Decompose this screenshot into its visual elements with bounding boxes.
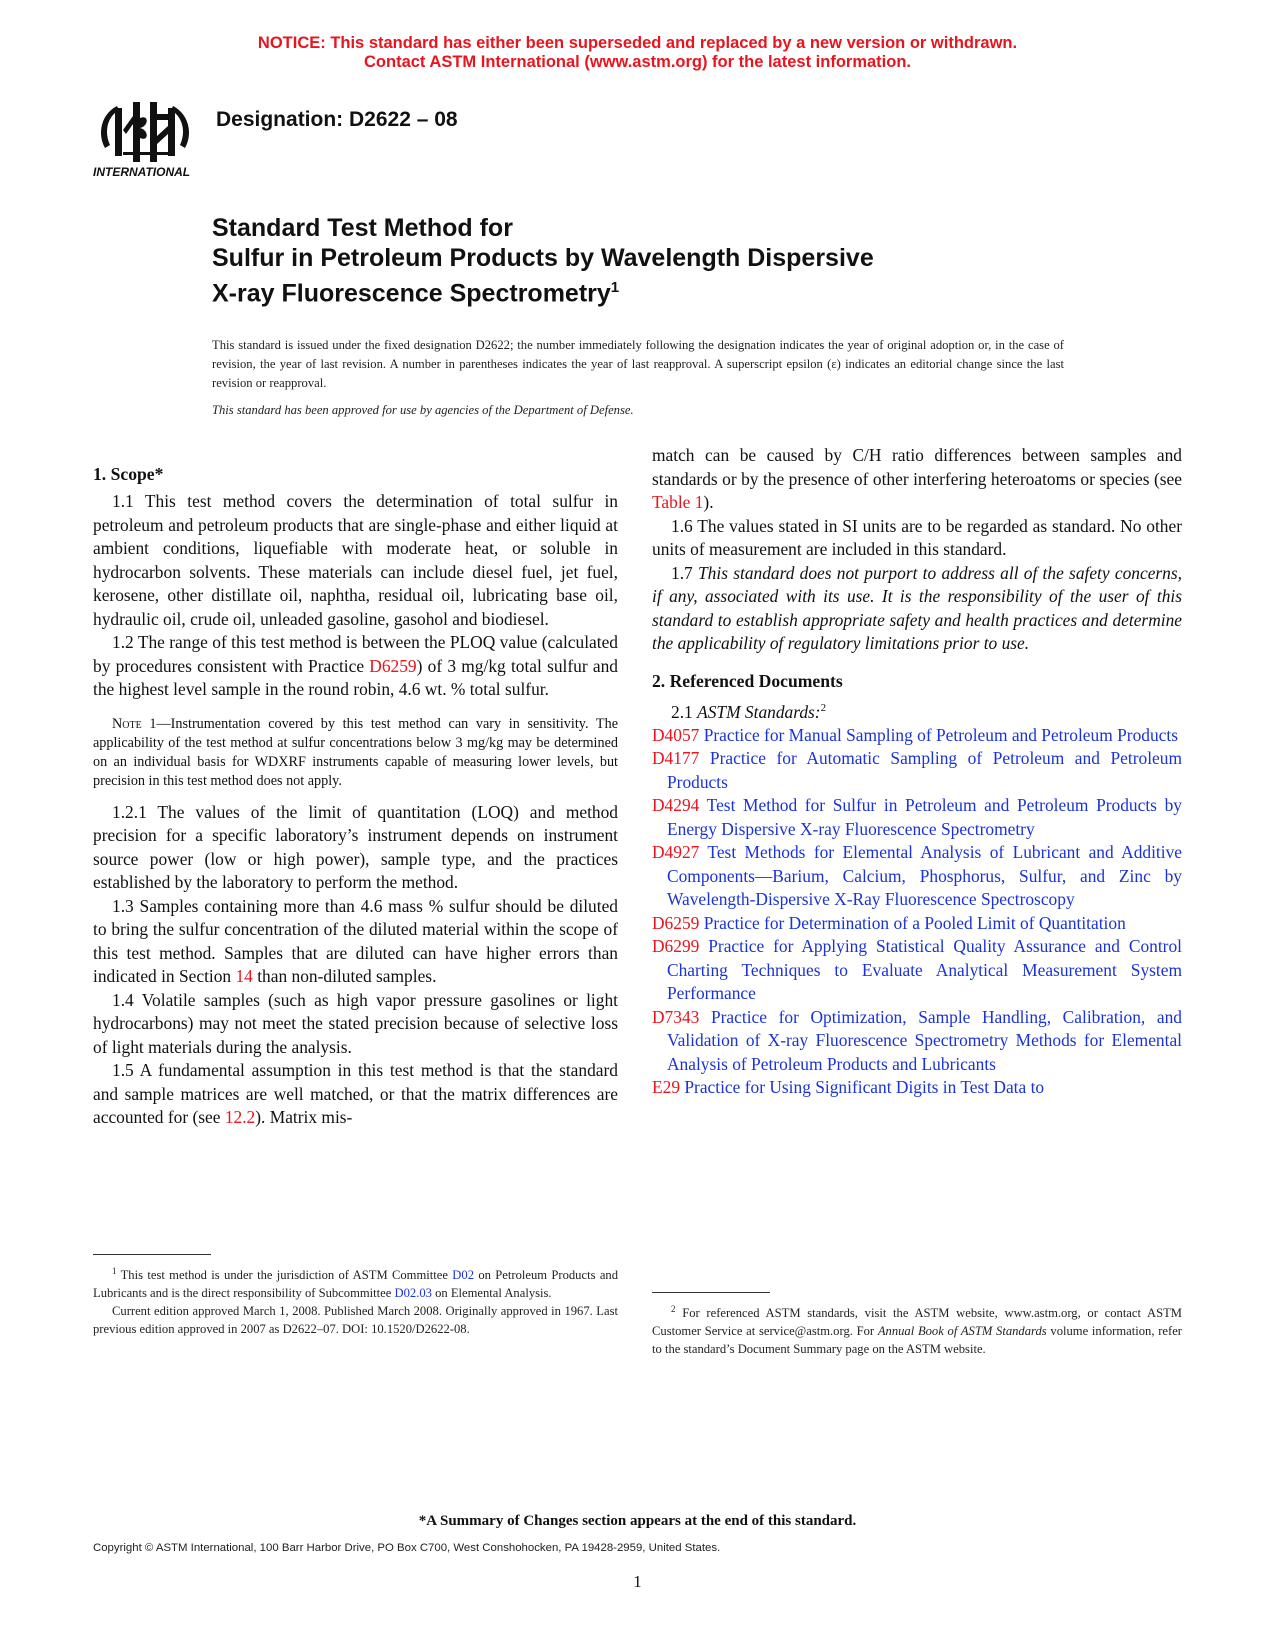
para-1-1: 1.1 This test method covers the determination of total sulfur in petroleum and petroleum products that are single-phase and either liquid at ambient conditions, liquefiable with moderate heat, or soluble in hydrocarbon solvents. These materials can include diesel fuel, jet fuel, kerosene, other distillate oil, naphtha, residual oil, lubricating base oil, hydraulic oil, crude oil, unleaded gasoline, gasohol and biodiesel. [93,491,618,629]
reference-title-link[interactable]: Practice for Applying Statistical Quality Assurance and Control Charting Techniques to Evaluate Analytical Measurement System Performance [667,936,1182,1004]
para-1-2-text-b: ) of 3 mg/kg total sulfur and the highest level sample in the round robin, 4.6 wt. % total sulfur. [93,655,618,699]
reference-code-link[interactable]: D4294 [652,795,700,816]
reference-item [652,935,1182,1006]
para-1-2 [93,631,618,702]
summary-of-changes-note: *A Summary of Changes section appears at the end of this standard. [418,1513,857,1529]
para-1-3 [93,895,618,989]
link-table-1[interactable]: Table 1 [652,492,704,512]
astm-standards-num: 2.1 [671,701,698,722]
para-1-7-text: This standard does not purport to address all of the safety concerns, if any, associated with its use. It is the responsibility of the user of this standard to establish appropriate safety and health practices and determine the applicability of regulatory limitations prior to use. [652,562,1182,653]
reference-title-link[interactable]: Test Method for Sulfur in Petroleum and Petroleum Products by Energy Dispersive X-ray Fluorescence Spectrometry [667,795,1182,839]
footnote-2-mark: 2 [671,1304,676,1314]
para-1-4: 1.4 Volatile samples (such as high vapor pressure gasolines or light hydrocarbons) may not meet the stated precision because of selective loss of light materials during the analysis. [93,989,618,1057]
footnote-1-text [93,1262,618,1302]
footnote-2 [652,1300,1182,1358]
title-line-2: Sulfur in Petroleum Products by Wavelength Dispersive [212,244,874,272]
para-1-7 [652,562,1182,656]
para-1-7-num: 1.7 [671,562,698,583]
withdrawal-notice [0,34,1275,72]
title-line-3-text: X-ray Fluorescence Spectrometry [212,279,611,308]
reference-title-link[interactable]: Test Methods for Elemental Analysis of Lubricant and Additive Components—Barium, Calcium, Phosphorus, Sulfur, and Zinc by Wavelength-Dispersive X-Ray Fluorescence Spectroscopy [667,842,1182,910]
para-1-2-text-a: 1.2 The range of this test method is between the PLOQ value (calculated by procedures consistent with Practice [93,632,618,676]
title-line-3 [212,273,1112,308]
astm-logo-icon [93,96,197,182]
left-column [93,463,618,1130]
para-1-2-1: 1.2.1 The values of the limit of quantitation (LOQ) and method precision for a specific laboratory’s instrument depends on instrument source power (low or high power), sample type, and the practices established by the laboratory to perform the method. [93,801,618,892]
title-line-1: Standard Test Method for [212,214,513,242]
reference-item [652,1076,1182,1100]
reference-title-link[interactable]: Practice for Using Significant Digits in Test Data to [680,1077,1045,1098]
link-d02-03[interactable]: D02.03 [394,1286,432,1301]
footnote-1-b: on Petroleum Products and Lubricants and is the direct responsibility of Subcommittee [93,1268,618,1301]
footnote-2-a: For referenced ASTM standards, visit the ASTM website, www.astm.org, or contact ASTM Customer Service at service@astm.org. For [652,1306,1182,1339]
para-1-3-text-a: 1.3 Samples containing more than 4.6 mass % sulfur should be diluted to bring the sulfur concentration of the diluted material within the scope of this test method. Samples that are diluted can have higher errors than indicated in Section [93,895,618,986]
right-column [652,444,1182,1100]
designation: Designation: D2622 – 08 [216,108,458,131]
notice-line-1: NOTICE: This standard has either been superseded and replaced by a new version or withdrawn. [257,34,1018,52]
reference-item [652,724,1182,748]
para-1-5-cont [652,444,1182,515]
note-text: 1—Instrumentation covered by this test method can vary in sensitivity. The applicability of the test method at sulfur concentrations below 3 mg/kg may be determined on an individual basis for WDXRF instruments capable of measuring lower levels, but precision in this test method does not apply. [93,715,618,789]
reference-title-link[interactable]: Practice for Manual Sampling of Petroleum and Petroleum Products [699,724,1178,745]
footnote-2-italic: Annual Book of ASTM Standards [877,1324,1047,1339]
para-1-5 [93,1059,618,1130]
astm-standards-footnote-mark: 2 [820,701,827,714]
reference-item [652,1006,1182,1077]
notice-line-2: Contact ASTM International (www.astm.org) for the latest information. [364,53,911,71]
reference-title-link[interactable]: Practice for Automatic Sampling of Petroleum and Petroleum Products [667,748,1182,792]
footnote-2-text [652,1300,1182,1358]
reference-list [652,724,1182,1100]
reference-code-link[interactable]: D6259 [652,912,700,933]
para-1-5-text-d: ). [703,492,714,512]
approved-statement: This standard has been approved for use by agencies of the Department of Defense. [212,403,634,417]
astm-standards-text: ASTM Standards: [697,701,821,722]
link-d6259[interactable]: D6259 [369,655,417,676]
note-1 [93,715,618,791]
reference-item [652,747,1182,794]
document-title [212,213,1112,308]
para-1-5-text-b: ). Matrix mis- [255,1107,353,1127]
reference-code-link[interactable]: D7343 [652,1006,700,1027]
reference-item [652,841,1182,912]
note-label: Note [112,715,142,732]
reference-title-link[interactable]: Practice for Optimization, Sample Handling, Calibration, and Validation of X-ray Fluorescence Spectrometry Methods for Elemental Analysis of Petroleum Products and Lubricants [667,1006,1182,1074]
link-d02[interactable]: D02 [452,1268,474,1283]
issued-statement: This standard is issued under the fixed designation D2622; the number immediately following the designation indicates the year of original adoption or, in the case of revision, the year of last revision. A number in parentheses indicates the year of last reapproval. A superscript epsilon (ε) indicates an editorial change since the last revision or reapproval. [212,338,1064,390]
astm-standards-label [652,697,1182,724]
para-1-5-text-a: 1.5 A fundamental assumption in this test method is that the standard and sample matrices are well matched, or that the matrix differences are accounted for (see [93,1060,618,1127]
references-heading: 2. Referenced Documents [652,670,843,691]
reference-item [652,912,1182,936]
reference-code-link[interactable]: D4057 [652,724,700,745]
link-12-2[interactable]: 12.2 [224,1107,256,1127]
reference-code-link[interactable]: E29 [652,1077,681,1098]
logo-sub-label: INTERNATIONAL [93,165,191,179]
reference-code-link[interactable]: D4177 [652,748,700,769]
para-1-3-text-b: than non-diluted samples. [252,966,437,986]
reference-item [652,794,1182,841]
para-1-6: 1.6 The values stated in SI units are to be regarded as standard. No other units of measurement are included in this standard. [652,515,1182,559]
para-1-5-text-c: match can be caused by C/H ratio differences between samples and standards or by the presence of other interfering heteroatoms or species (see [652,445,1182,489]
footnote-2-b: volume information, refer to the standard’s Document Summary page on the ASTM website. [652,1324,1182,1357]
footnote-1-edition: Current edition approved March 1, 2008. Published March 2008. Originally approved in 1967. Last previous edition approved in 2007 as D2622–07. DOI: 10.1520/D2622-08. [93,1304,618,1337]
title-footnote-mark: 1 [610,279,620,296]
reference-title-link[interactable]: Practice for Determination of a Pooled Limit of Quantitation [699,912,1126,933]
footnote-rule-left [93,1254,211,1255]
footnote-1-mark: 1 [112,1266,117,1276]
copyright: Copyright © ASTM International, 100 Barr Harbor Drive, PO Box C700, West Conshohocken, PA 19428-2959, United States. [93,1542,721,1554]
footnote-1-a: This test method is under the jurisdiction of ASTM Committee [116,1268,453,1283]
footnote-1-c: on Elemental Analysis. [431,1286,552,1301]
reference-code-link[interactable]: D6299 [652,936,700,957]
footnote-rule-right [652,1292,770,1293]
reference-code-link[interactable]: D4927 [652,842,700,863]
footnote-1 [93,1262,618,1338]
scope-heading: 1. Scope* [93,464,164,484]
link-section-14[interactable]: 14 [235,966,253,986]
page-number: 1 [633,1572,642,1591]
